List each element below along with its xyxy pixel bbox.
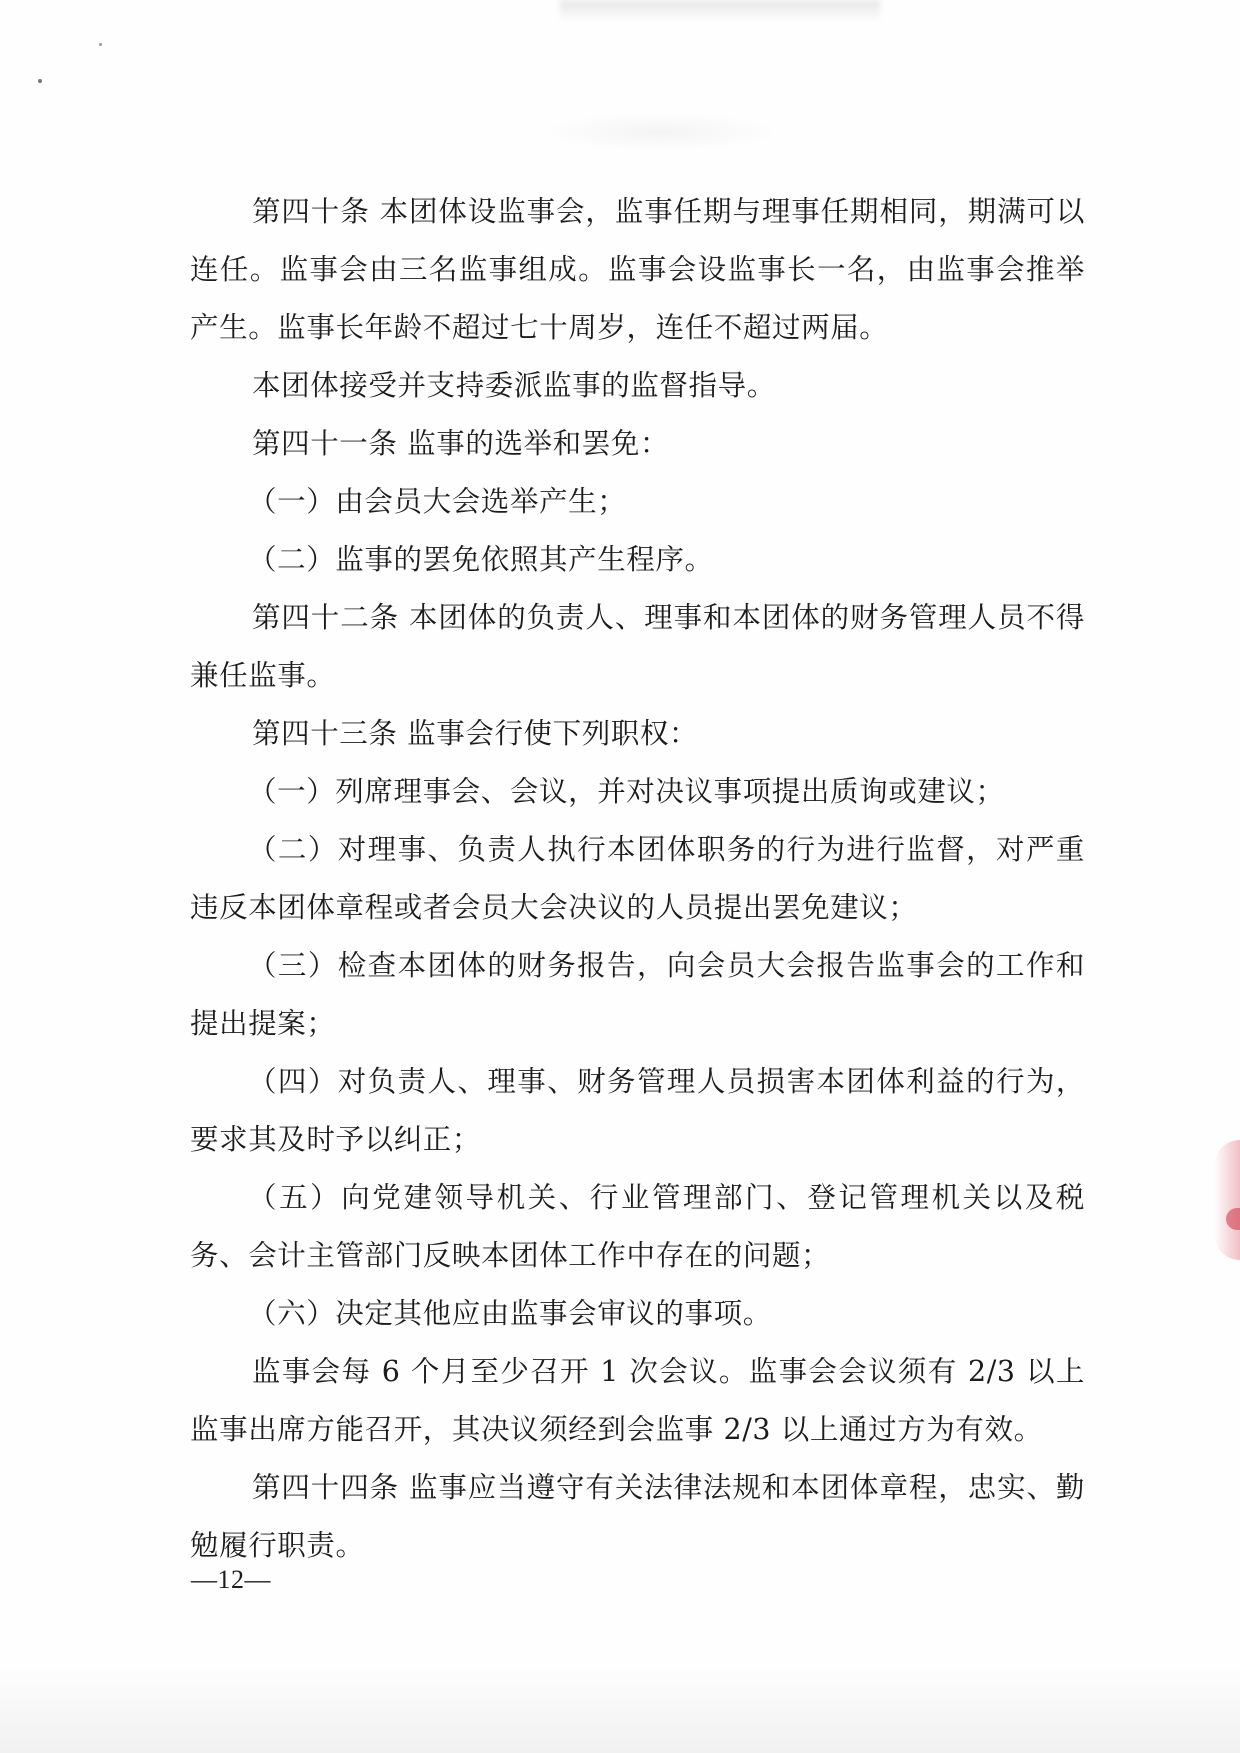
article-42: 第四十二条 本团体的负责人、理事和本团体的财务管理人员不得兼任监事。 — [190, 601, 1085, 692]
seal-stamp-edge — [1214, 1140, 1240, 1260]
article-43-item-1: （一）列席理事会、会议，并对决议事项提出质询或建议； — [248, 775, 1005, 808]
article-43-item-6: （六）决定其他应由监事会审议的事项。 — [248, 1297, 772, 1330]
article-43: 第四十三条 监事会行使下列职权： — [252, 717, 699, 750]
article-43-item-3: （三）检查本团体的财务报告，向会员大会报告监事会的工作和提出提案； — [190, 949, 1085, 1040]
article-44: 第四十四条 监事应当遵守有关法律法规和本团体章程，忠实、勤勉履行职责。 — [190, 1471, 1085, 1562]
article-43-item-5: （五）向党建领导机关、行业管理部门、登记管理机关以及税务、会计主管部门反映本团体工作中存在的问题； — [190, 1181, 1085, 1272]
article-40: 第四十条 本团体设监事会，监事任期与理事任期相同，期满可以连任。监事会由三名监事组成。监事会设监事长一名，由监事会推举产生。监事长年龄不超过七十周岁，连任不超过两届。 — [190, 195, 1085, 344]
scan-speck — [99, 43, 102, 46]
article-43-item-4: （四）对负责人、理事、财务管理人员损害本团体利益的行为，要求其及时予以纠正； — [190, 1065, 1085, 1156]
scan-shadow — [0, 1665, 1240, 1753]
page-number: —12— — [191, 1565, 271, 1594]
scan-speck — [38, 79, 42, 83]
meeting-rule: 监事会每 6 个月至少召开 1 次会议。监事会会议须有 2/3 以上监事出席方能召开，其决议须经到会监事 2/3 以上通过方为有效。 — [190, 1355, 1085, 1446]
document-body — [190, 183, 1085, 1575]
article-40-supervision: 本团体接受并支持委派监事的监督指导。 — [252, 369, 776, 402]
article-41-item-2: （二）监事的罢免依照其产生程序。 — [248, 543, 714, 576]
article-43-item-2: （二）对理事、负责人执行本团体职务的行为进行监督，对严重违反本团体章程或者会员大会决议的人员提出罢免建议； — [190, 833, 1085, 924]
scan-artifact — [560, 0, 880, 22]
article-41: 第四十一条 监事的选举和罢免： — [252, 427, 670, 460]
article-41-item-1: （一）由会员大会选举产生； — [248, 485, 627, 518]
scan-artifact — [540, 112, 780, 152]
